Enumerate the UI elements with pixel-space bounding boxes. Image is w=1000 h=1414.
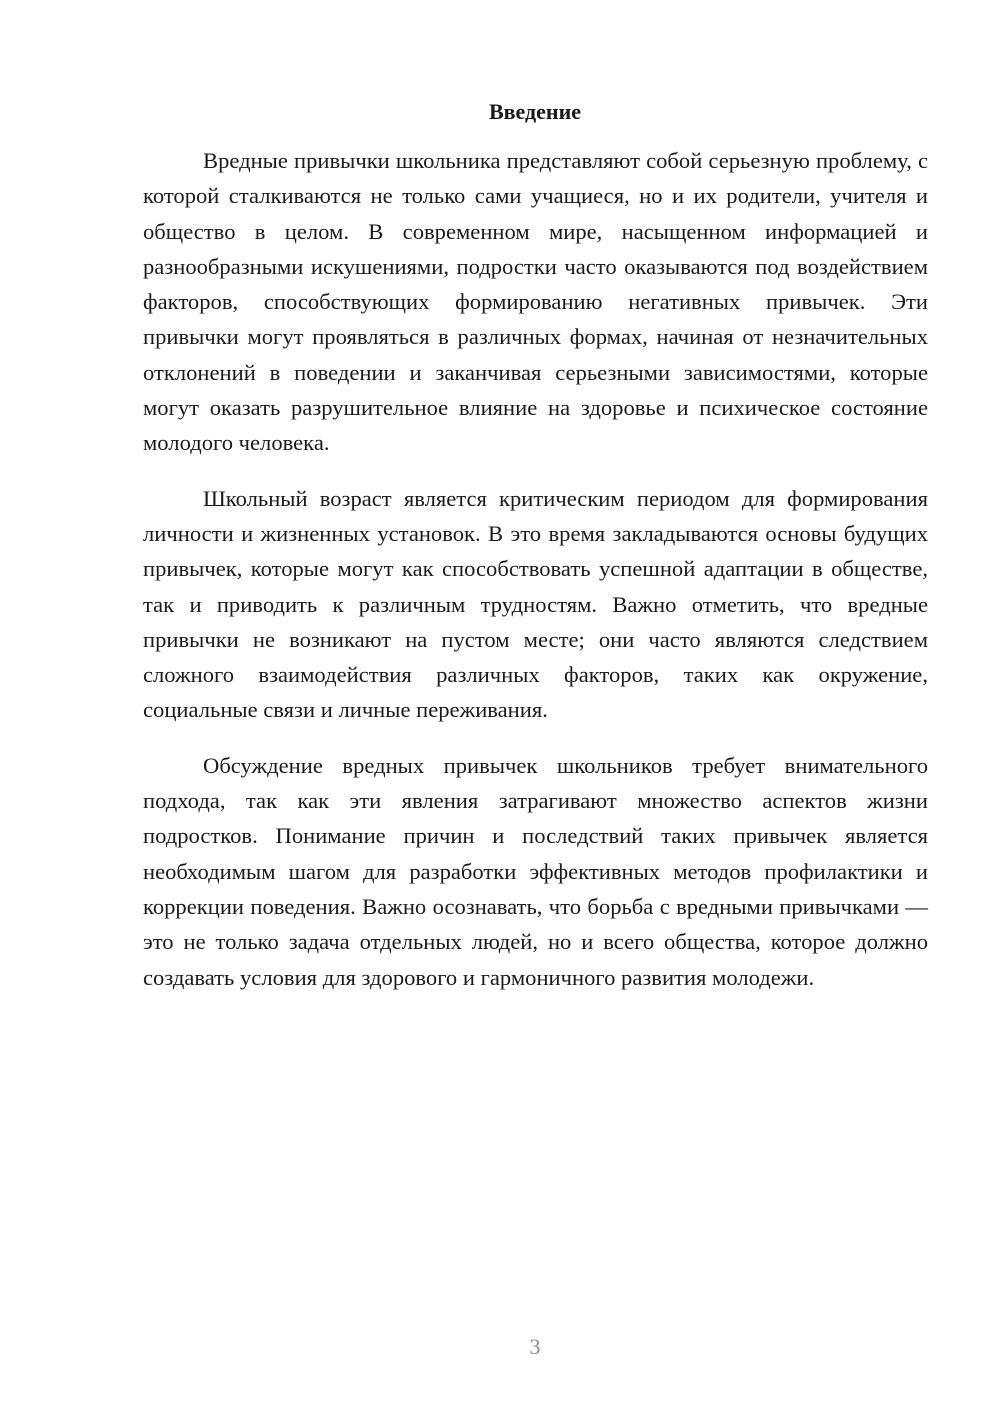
paragraph-1: Вредные привычки школьника представляют собой серьезную проблему, с которой сталкиваются не только сами учащиеся, но и их родители, учителя и общество в целом. В современном мире, насыщенном информацией и разнообразными искушениями, подростки часто оказываются под воздействием факторов, способствующих формированию негативных привычек. Эти привычки могут проявляться в различных формах, начиная от незначительных отклонений в поведении и заканчивая серьезными зависимостями, которые могут оказать разрушительное влияние на здоровье и психическое состояние молодого человека.	[143, 148, 928, 456]
section-title: Введение	[488, 99, 582, 124]
page-number: 3	[529, 1334, 541, 1359]
paragraph-2: Школьный возраст является критическим периодом для формирования личности и жизненных установок. В это время закладываются основы будущих привычек, которые могут как способствовать успешной адаптации в обществе, так и приводить к различным трудностям. Важно отметить, что вредные привычки не возникают на пустом месте; они часто являются следствием сложного взаимодействия различных факторов, таких как окружение, социальные связи и личные переживания.	[143, 485, 928, 723]
paragraph-3: Обсуждение вредных привычек школьников требует внимательного подхода, так как эти явления затрагивают множество аспектов жизни подростков. Понимание причин и последствий таких привычек является необходимым шагом для разработки эффективных методов профилактики и коррекции поведения. Важно осознавать, что борьба с вредными привычками — это не только задача отдельных людей, но и всего общества, которое должно создавать условия для здорового и гармоничного развития молодежи.	[143, 752, 928, 990]
body-text	[143, 143, 928, 995]
